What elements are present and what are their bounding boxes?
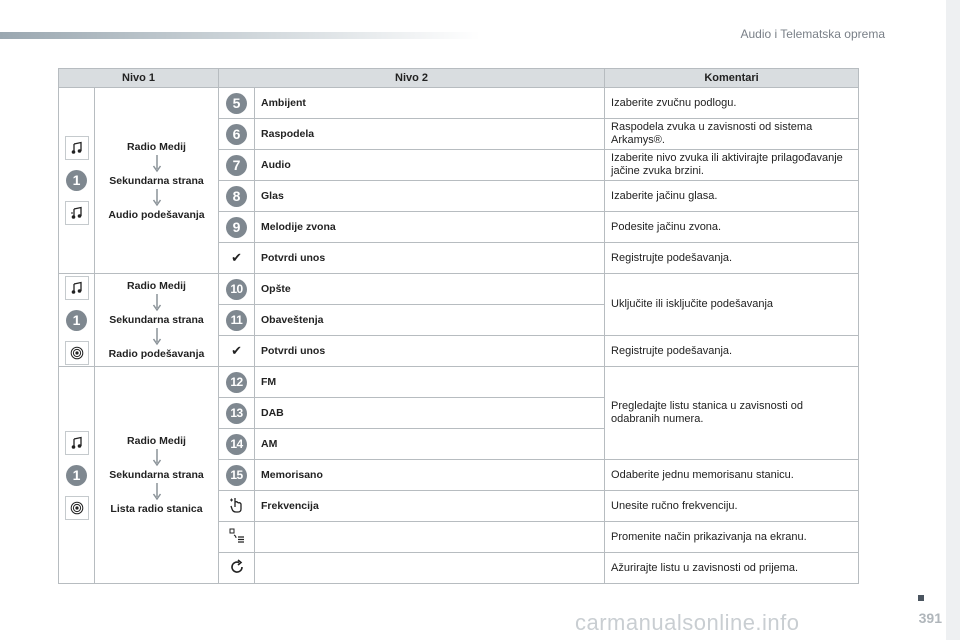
item-name: [255, 522, 605, 553]
item-name: FM: [255, 367, 605, 398]
check-icon: ✔: [231, 343, 242, 358]
music-note-icon: [65, 136, 89, 160]
item-comment: Unesite ručno frekvenciju.: [605, 491, 859, 522]
level1-icons: [59, 367, 95, 584]
item-comment: Izaberite jačinu glasa.: [605, 181, 859, 212]
music-note-icon: [65, 431, 89, 455]
path-step: Audio podešavanja: [108, 208, 205, 221]
item-name: Potvrdi unos: [255, 336, 605, 367]
item-comment: Podesite jačinu zvona.: [605, 212, 859, 243]
path-step: Radio Medij: [127, 140, 186, 153]
item-name: Audio: [255, 150, 605, 181]
level1-icons: [59, 274, 95, 367]
item-number-badge: 11: [226, 310, 247, 331]
music-note-icon: [65, 276, 89, 300]
level-number-badge: 1: [66, 465, 87, 486]
item-comment: Odaberite jednu memorisanu stanicu.: [605, 460, 859, 491]
arrow-down-icon: [152, 449, 162, 467]
item-comment: Ažurirajte listu u zavisnosti od prijema.: [605, 553, 859, 584]
path-step: Sekundarna strana: [109, 469, 204, 481]
path-step: Sekundarna strana: [109, 314, 204, 326]
page-marker: [918, 595, 924, 601]
item-name: Memorisano: [255, 460, 605, 491]
radio-station-list-icon: [65, 496, 89, 520]
item-name: AM: [255, 429, 605, 460]
arrow-down-icon: [152, 189, 162, 207]
item-number-badge: 7: [226, 155, 247, 176]
item-name: Ambijent: [255, 88, 605, 119]
page-number: 391: [918, 610, 942, 626]
item-comment: Uključite ili isključite podešavanja: [605, 274, 859, 336]
item-comment: Raspodela zvuka u zavisnosti od sistema Arkamys®.: [605, 119, 859, 150]
header-level2: Nivo 2: [219, 69, 605, 88]
item-name: DAB: [255, 398, 605, 429]
check-icon: ✔: [231, 250, 242, 265]
item-number-badge: 8: [226, 186, 247, 207]
item-number-badge: 10: [226, 279, 247, 300]
navigation-path: [95, 88, 219, 274]
path-step: Radio podešavanja: [108, 348, 205, 360]
item-name: Frekvencija: [255, 491, 605, 522]
touch-hand-icon: [228, 496, 246, 514]
item-name: Obaveštenja: [255, 305, 605, 336]
item-comment: Promenite način prikazivanja na ekranu.: [605, 522, 859, 553]
audio-settings-icon: [65, 201, 89, 225]
item-name: [255, 553, 605, 584]
path-step: Lista radio stanica: [110, 503, 203, 515]
item-name: Potvrdi unos: [255, 243, 605, 274]
item-number-badge: 6: [226, 124, 247, 145]
page-edge-strip: [946, 0, 960, 640]
item-comment: Izaberite zvučnu podlogu.: [605, 88, 859, 119]
item-number-badge: 5: [226, 93, 247, 114]
display-mode-icon: [228, 527, 246, 545]
refresh-icon: [228, 558, 246, 576]
navigation-path: [95, 274, 219, 367]
header-accent-bar: [0, 32, 480, 39]
path-step: Radio Medij: [127, 280, 186, 292]
arrow-down-icon: [152, 328, 162, 346]
item-name: Melodije zvona: [255, 212, 605, 243]
level1-icons: [59, 88, 95, 274]
item-comment: Registrujte podešavanja.: [605, 336, 859, 367]
item-name: Opšte: [255, 274, 605, 305]
section-title: Audio i Telematska oprema: [740, 27, 885, 41]
arrow-down-icon: [152, 155, 162, 173]
level-number-badge: 1: [66, 170, 87, 191]
header-level1: Nivo 1: [59, 69, 219, 88]
item-comment: Izaberite nivo zvuka ili aktivirajte prilagođavanje jačine zvuka brzini.: [605, 150, 859, 181]
item-number-badge: 14: [226, 434, 247, 455]
arrow-down-icon: [152, 483, 162, 501]
item-number-badge: 9: [226, 217, 247, 238]
level-number-badge: 1: [66, 310, 87, 331]
item-name: Raspodela: [255, 119, 605, 150]
path-step: Sekundarna strana: [109, 174, 204, 187]
item-comment: Registrujte podešavanja.: [605, 243, 859, 274]
item-number-badge: 15: [226, 465, 247, 486]
settings-table: [58, 68, 859, 584]
item-number-badge: 13: [226, 403, 247, 424]
header-comments: Komentari: [605, 69, 859, 88]
path-step: Radio Medij: [127, 435, 186, 447]
arrow-down-icon: [152, 294, 162, 312]
item-number-badge: 12: [226, 372, 247, 393]
watermark: carmanualsonline.info: [575, 610, 800, 635]
item-name: Glas: [255, 181, 605, 212]
item-comment: Pregledajte listu stanica u zavisnosti od odabranih numera.: [605, 367, 859, 460]
radio-settings-icon: [65, 341, 89, 365]
navigation-path: [95, 367, 219, 584]
